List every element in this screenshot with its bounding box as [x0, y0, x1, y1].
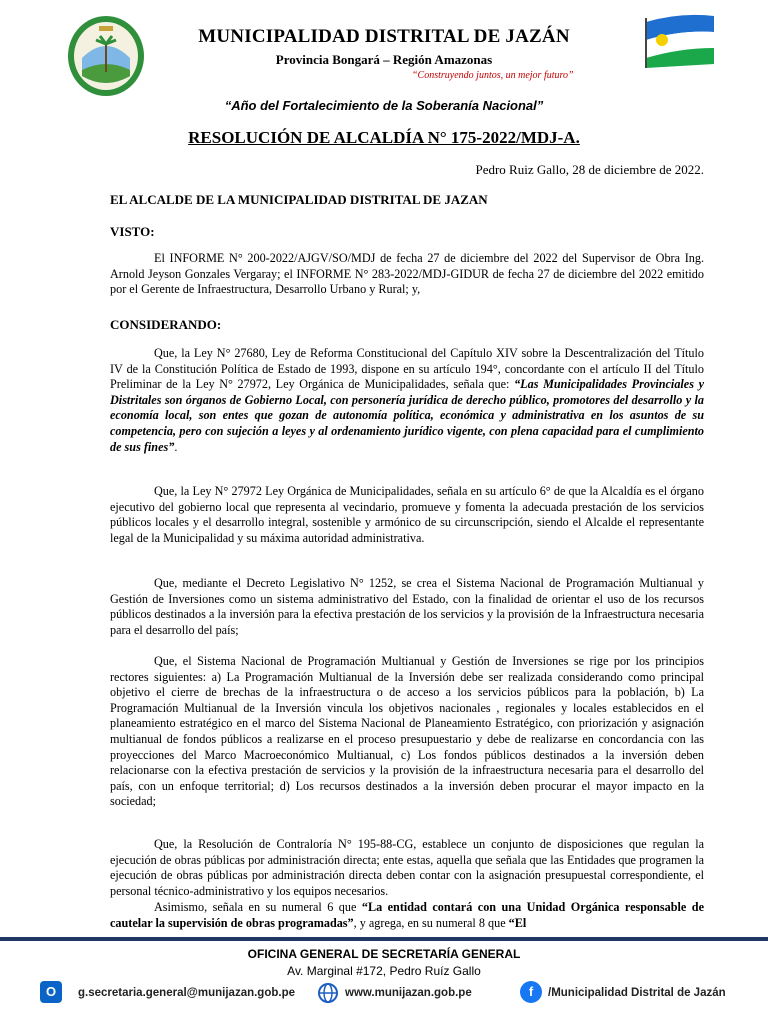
- p1-text: Que, la Ley N° 27680, Ley de Reforma Constitucional del Capítulo XIV sobre la Descentralización del Título IV de la Constitución Política de Estado de 1993, dispone en su artículo 194°, concordante con el artículo II del Título Preliminar de la Ley N° 27972, Ley Orgánica de Municipalidades, señala que:: [110, 346, 704, 392]
- paragraph-considerando-6: [110, 900, 704, 931]
- paragraph-considerando-3: Que, mediante el Decreto Legislativo N° 1252, se crea el Sistema Nacional de Programación Multianual y Gestión de Inversiones como un sistema administrativo del Estado, con la finalidad de orientar el uso de los recursos públicos destinados a la inversión para la efectiva prestación de los servicios y la provisión de la Infraestructura necesaria para el desarrollo del país;: [110, 576, 704, 637]
- heading-considerando: CONSIDERANDO:: [110, 317, 222, 332]
- p6-quote-2: “El: [508, 915, 527, 930]
- p6-quote-1: “La entidad contará con una Unidad Orgánica responsable de cautelar la supervisión de obras programadas”: [110, 900, 704, 930]
- heading-visto: VISTO:: [110, 224, 155, 239]
- p1-quote: “Las Municipalidades Provinciales y Distritales son órganos de Gobierno Local, con personería jurídica de derecho público, promotores del desarrollo y la economía local, son entes que gozan de autonomía política, económica y administrativa en los asuntos de su competencia, pero con sujeción a leyes y al ordenamiento jurídico vigente, con plena capacidad para el cumplimiento de sus fines”: [110, 377, 704, 454]
- footer-divider: [0, 937, 768, 941]
- footer-facebook-link[interactable]: /Municipalidad Distrital de Jazán: [548, 987, 726, 999]
- footer-office: OFICINA GENERAL DE SECRETARÍA GENERAL: [247, 947, 521, 961]
- paragraph-considerando-5: Que, la Resolución de Contraloría N° 195-88-CG, establece un conjunto de disposiciones que regulan la ejecución de obras públicas por administración directa; ente estas, aquella que señala que las Entidades que programen la ejecución de obras públicas por administración directa deben contar con la asignación presupuestal correspondiente, el personal técnico-administrativo y los equipos necesarios.: [110, 837, 704, 898]
- facebook-icon: f: [520, 981, 542, 1003]
- outlook-icon: O: [40, 981, 62, 1003]
- paragraph-visto: El INFORME N° 200-2022/AJGV/SO/MDJ de fecha 27 de diciembre del 2022 del Supervisor de Obra Ing. Arnold Jeyson Gonzales Vergaray; el INFORME N° 283-2022/MDJ-GIDUR de fecha 27 de diciembre del 2022 emitido por el Gerente de Infraestructura, Desarrollo Urbano y Rural; y,: [110, 251, 704, 297]
- date-line: Pedro Ruiz Gallo, 28 de diciembre de 2022.: [475, 162, 704, 177]
- resolution-title: RESOLUCIÓN DE ALCALDÍA N° 175-2022/MDJ-A.: [188, 128, 580, 147]
- paragraph-considerando-2: Que, la Ley N° 27972 Ley Orgánica de Municipalidades, señala en su artículo 6° de que la Alcaldía es el órgano ejecutivo del gobierno local que representa al vecindario, promueve y fomenta la adecuada prestación de los servicios públicos locales y el desarrollo integral, sostenible y armónico de su circunscripción, siendo el Alcalde el representante legal de la Municipalidad y su máxima autoridad administrativa.: [110, 484, 704, 545]
- p6-text-a: Asimismo, señala en su numeral 6 que: [154, 900, 362, 914]
- footer-web-link[interactable]: www.munijazan.gob.pe: [345, 987, 472, 999]
- footer-email-link[interactable]: g.secretaria.general@munijazan.gob.pe: [78, 987, 296, 999]
- year-title: “Año del Fortalecimiento de la Soberanía Nacional”: [224, 98, 544, 113]
- municipality-title: MUNICIPALIDAD DISTRITAL DE JAZÁN: [198, 26, 570, 47]
- p1-end: .: [174, 439, 178, 454]
- province-region: Provincia Bongará – Región Amazonas: [275, 52, 493, 67]
- footer-address: Av. Marginal #172, Pedro Ruíz Gallo: [287, 964, 481, 978]
- heading-alcalde: EL ALCALDE DE LA MUNICIPALIDAD DISTRITAL DE JAZAN: [110, 192, 488, 207]
- p6-text-c: , y agrega, en su numeral 8 que: [353, 915, 509, 930]
- web-icon: [314, 983, 342, 1003]
- slogan: “Construyendo juntos, un mejor futuro”: [412, 70, 574, 81]
- paragraph-considerando-4: Que, el Sistema Nacional de Programación Multianual y Gestión de Inversiones se rige por los principios rectores siguientes: a) La Programación Multianual de la Inversión debe ser realizada considerando como principal objetivo el cierre de brechas de la infraestructura o de acceso a los servicios públicos para la población, b) La Programación Multianual de la Inversión vincula los objetivos nacionales , regionales y locales establecidos en el planeamiento estratégico en el marco del Sistema Nacional de Planeamiento Estratégico, con priorización y asignación multianual de fondos públicos a realizarse en el proceso presupuestario y debe de realizarse en concordancia con las proyecciones del Marco Macroeconómico Multianual, c) Los fondos públicos destinados a la inversión deben relacionarse con la efectiva prestación de servicios y la provisión de la infraestructura necesaria para el desarrollo del país, con un enfoque territorial; d) Los recursos destinados a la inversión deben procurar el mayor impacto en la sociedad;: [110, 654, 704, 809]
- paragraph-considerando-1: [110, 346, 704, 455]
